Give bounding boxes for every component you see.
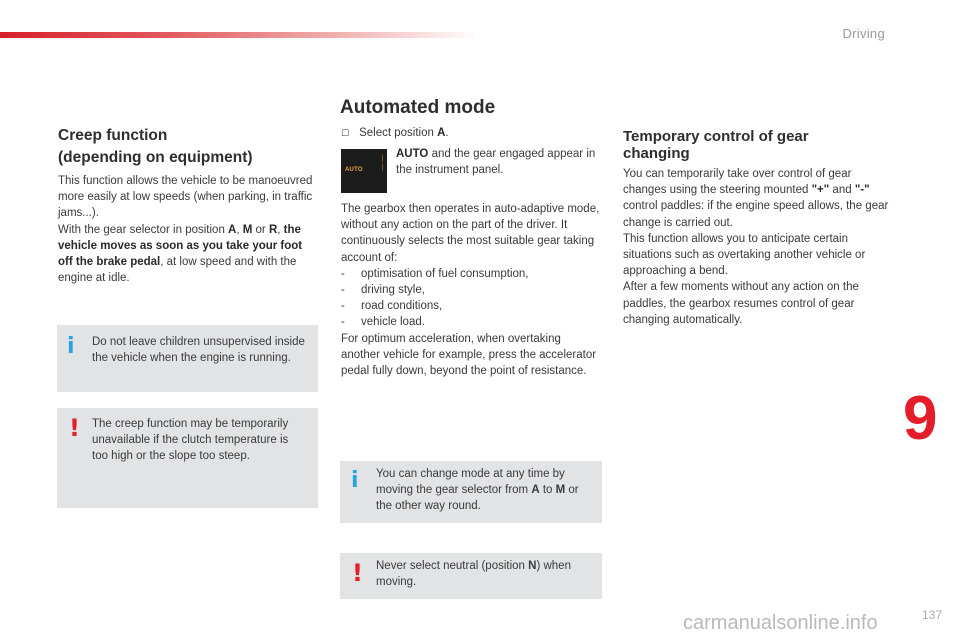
- step-text: Select position: [359, 127, 438, 139]
- creep-title-line2: (depending on equipment): [58, 149, 253, 166]
- instrument-panel-auto-image: [341, 149, 387, 193]
- creep-description: [58, 173, 320, 286]
- select-position-step: [341, 125, 601, 142]
- info-icon: i: [351, 468, 359, 493]
- checkbox-bullet-icon: ☐: [341, 129, 350, 139]
- info-box-children: [57, 325, 318, 392]
- temporary-para3: After a few moments without any action on the paddles, the gearbox resumes control of gear changing automatically.: [623, 281, 859, 326]
- minus-paddle-label: "-": [854, 184, 870, 197]
- separator: or: [252, 223, 269, 236]
- watermark: carmanualsonline.info: [683, 612, 878, 634]
- position-r: R: [268, 223, 278, 236]
- auto-word: AUTO: [396, 148, 429, 160]
- p1-suffix: control paddles: if the engine speed allows, the gear change is carried out.: [623, 200, 889, 229]
- position-a: A: [228, 223, 237, 236]
- header-accent-bar: [0, 32, 480, 38]
- creep-para2: [58, 222, 320, 287]
- info-prefix: You can change mode at any time by moving the gear selector from: [376, 468, 565, 497]
- info-box-change-mode: [340, 461, 602, 523]
- creep-para2-suffix: , at low speed and with the engine at idle.: [58, 256, 297, 285]
- info-box-text: Do not leave children unsupervised inside the vehicle when the engine is running.: [92, 336, 305, 365]
- temporary-title-line1: Temporary control of gear: [623, 128, 809, 145]
- list-item: - optimisation of fuel consumption,: [341, 266, 603, 282]
- temporary-para2: This function allows you to anticipate certain situations such as overtaking another vehicle or approaching a bend.: [623, 232, 866, 278]
- position-n: N: [528, 560, 537, 572]
- step-period: .: [445, 127, 449, 139]
- position-m: M: [242, 223, 253, 236]
- warn-suffix: ) when moving.: [376, 560, 571, 589]
- list-item: - vehicle load.: [341, 314, 603, 330]
- warning-icon: !: [352, 559, 363, 587]
- temporary-control-title: [623, 128, 809, 162]
- position-a: A: [531, 484, 540, 497]
- gearbox-description: [341, 201, 603, 379]
- warn-prefix: Never select neutral (position: [376, 560, 529, 572]
- separator: ,: [277, 223, 281, 236]
- temporary-title-line2: changing: [623, 145, 690, 162]
- gear-indicator-marks: │ │: [381, 156, 385, 171]
- p1-prefix: You can temporarily take over control of gear changes using the steering mounted: [623, 168, 852, 197]
- auto-indicator-description: [396, 146, 601, 178]
- section-label: Driving: [842, 26, 885, 41]
- factors-list: [341, 266, 603, 331]
- auto-display-label: AUTO: [345, 167, 363, 173]
- info-suffix: or the other way round.: [376, 484, 579, 513]
- acceleration-para: For optimum acceleration, when overtaking another vehicle for example, press the accelerator pedal fully down, beyond the point of resistance.: [341, 332, 597, 378]
- step-position: A: [437, 127, 446, 139]
- info-mid: to: [539, 484, 556, 497]
- warning-box-text: [376, 558, 594, 590]
- warning-box-text: The creep function may be temporarily unavailable if the clutch temperature is too high or the slope too steep.: [92, 418, 289, 463]
- auto-desc: and the gear engaged appear in the instrument panel.: [396, 148, 596, 177]
- separator: ,: [236, 223, 243, 236]
- p1-and: and: [829, 184, 855, 197]
- temporary-control-description: [623, 166, 889, 328]
- gearbox-para: The gearbox then operates in auto-adaptive mode, without any action on the part of the driver. It continuously selects the most suitable gear taking account of:: [341, 203, 600, 264]
- position-m: M: [555, 484, 566, 497]
- temporary-para1: [623, 166, 889, 231]
- page-number: 137: [921, 608, 942, 622]
- chapter-number: 9: [903, 384, 938, 453]
- creep-para1: This function allows the vehicle to be manoeuvred more easily at low speeds (when parking, in traffic jams...).: [58, 175, 313, 220]
- automated-mode-title: Automated mode: [340, 97, 496, 118]
- warning-box-creep: [57, 408, 318, 508]
- creep-bold-text: the vehicle moves as soon as you take your foot off the brake pedal: [58, 223, 303, 269]
- warning-icon: !: [69, 414, 80, 442]
- creep-function-title: [58, 125, 253, 169]
- creep-title-line1: Creep function: [58, 127, 168, 144]
- warning-box-neutral: [340, 553, 602, 599]
- info-icon: i: [67, 334, 75, 359]
- creep-para2-prefix: With the gear selector in position: [58, 223, 229, 236]
- list-item: - road conditions,: [341, 298, 603, 314]
- list-item: - driving style,: [341, 282, 603, 298]
- plus-paddle-label: "+": [811, 184, 830, 197]
- info-box-text: [376, 466, 594, 515]
